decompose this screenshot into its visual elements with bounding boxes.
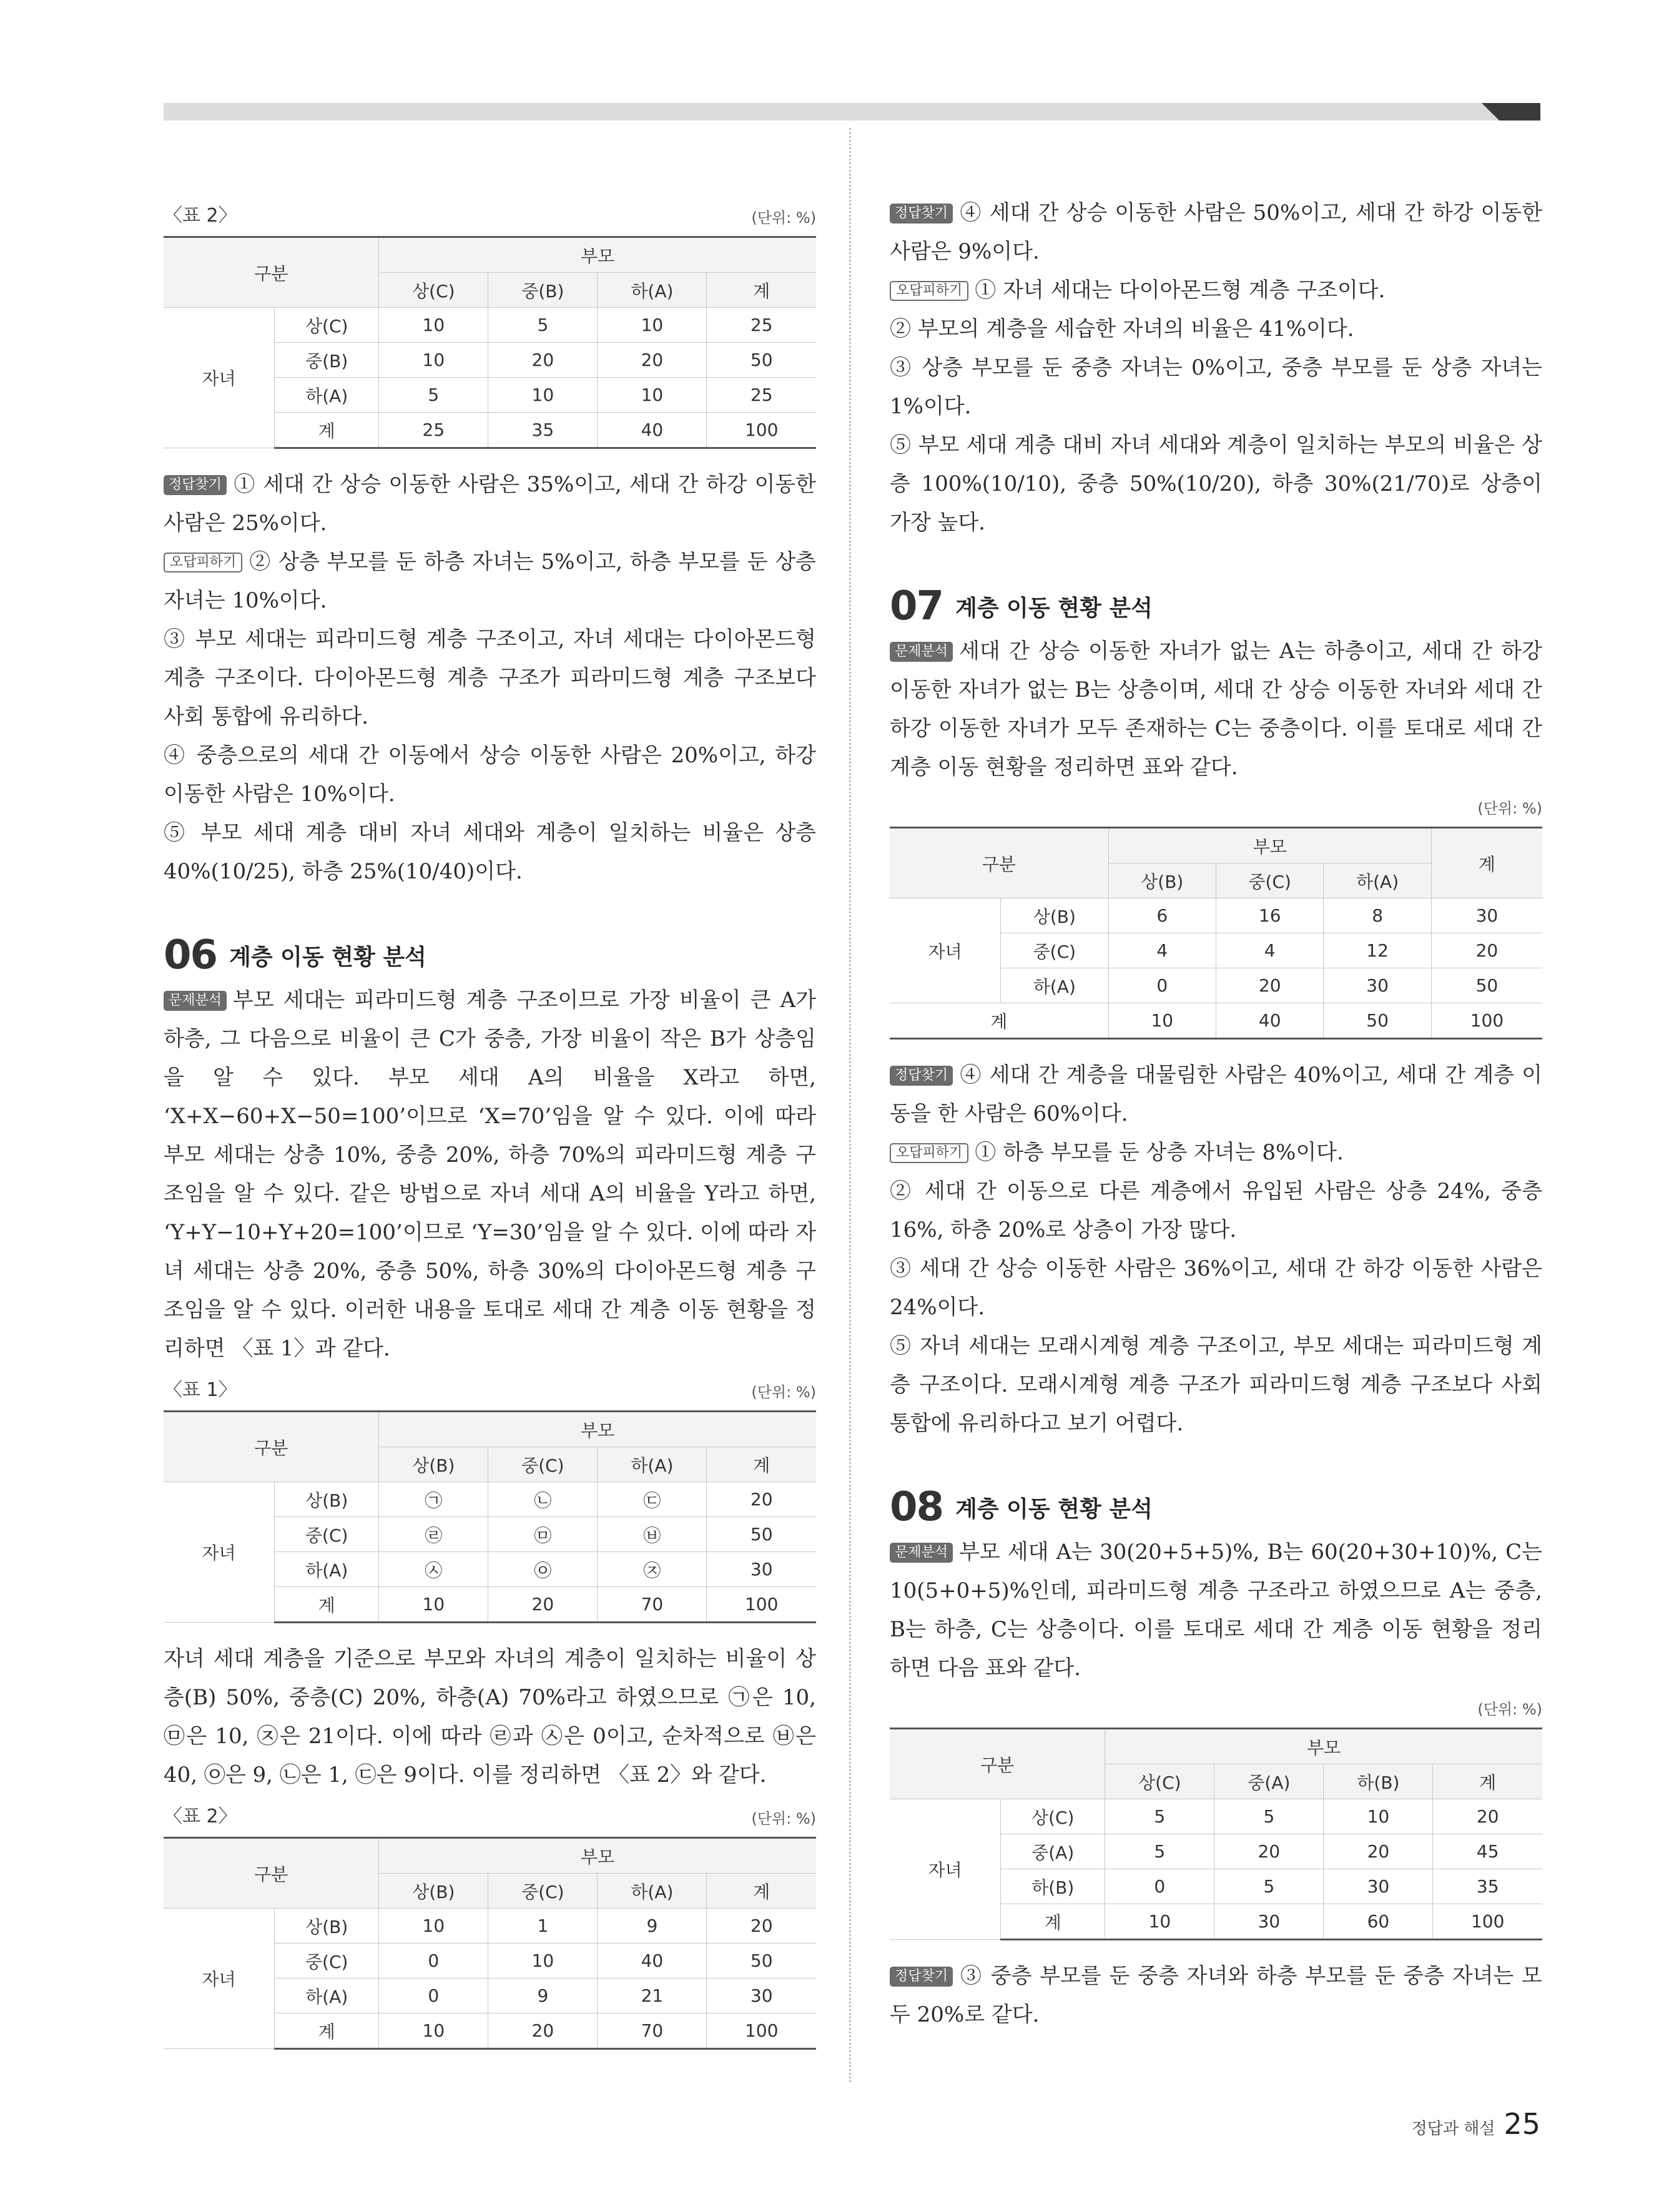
table-cell: 60 [1324, 1904, 1433, 1940]
table-cell: 5 [1105, 1799, 1214, 1834]
answer-badge: 정답찾기 [890, 1967, 953, 1987]
answer-paragraph [890, 194, 1542, 271]
table-cell: 10 [488, 1944, 598, 1979]
right-column [890, 194, 1542, 2034]
table-cell: 8 [1324, 898, 1431, 933]
section-title: 계층 이동 현황 분석 [229, 944, 426, 970]
section-header-07 [890, 583, 1542, 629]
table-cell: 상(C) [275, 308, 379, 343]
table-cell: 상(B) [275, 1482, 379, 1517]
analysis-text: 부모 세대는 피라미드형 계층 구조이므로 가장 비율이 큰 A가 하층, 그 다음으로 비율이 큰 C가 중층, 가장 비율이 작은 B가 상층임을 알 수 있다. 부모 세대 A의 비율을 X라고 하면, ‘X+X−60+X−50=100’이므로 ‘X=70’임을 알 수 있다. 이에 따라 부모 세대는 상층 10%, 중층 20%, 하층 70%의 피라미드형 계층 구조임을 알 수 있다. 같은 방법으로 자녀 세대 A의 비율을 Y라고 하면, ‘Y+Y−10+Y+20=100’이므로 ‘Y=30’임을 알 수 있다. 이에 따라 자녀 세대는 상층 20%, 중층 50%, 하층 30%의 다이아몬드형 계층 구조임을 알 수 있다. 이러한 내용을 토대로 세대 간 계층 이동 현황을 정리하면 〈표 1〉과 같다. [164, 988, 816, 1361]
table-cell: 20 [707, 1482, 816, 1517]
table-cell: 0 [1105, 1869, 1214, 1904]
table-cell: 하(B) [1324, 1764, 1433, 1799]
table-cell: 20 [1214, 1834, 1324, 1869]
table-cell: 20 [707, 1909, 816, 1944]
explanation-paragraph: 자녀 세대 계층을 기준으로 부모와 자녀의 계층이 일치하는 비율이 상층(B) 50%, 중층(C) 20%, 하층(A) 70%라고 하였으므로 ㉠은 10, ㉤은 10, ㉨은 21이다. 이에 따라 ㉣과 ㉦은 0이고, 순차적으로 ㉥은 40, ㉧은 9, ㉡은 1, ㉢은 9이다. 이를 정리하면 〈표 2〉와 같다. [164, 1646, 816, 1787]
avoid-badge: 오답피하기 [890, 281, 968, 301]
table-cell: ㉥ [598, 1517, 707, 1552]
table-cell: 계 [1001, 1904, 1105, 1940]
answer-paragraph [164, 465, 816, 543]
table-cell: 20 [488, 2013, 598, 2049]
table-cell: 20 [1216, 968, 1323, 1003]
analysis-paragraph [890, 1533, 1542, 1688]
table-cell: 상(B) [379, 1874, 488, 1909]
explanation-line: ④ 중층으로의 세대 간 이동에서 상승 이동한 사람은 20%이고, 하강 이동한 사람은 10%이다. [164, 743, 816, 807]
table-cell: 9 [598, 1909, 707, 1944]
table-cell: 중(B) [488, 273, 598, 308]
table-cell: 40 [598, 1944, 707, 1979]
explanation-line: ② 세대 간 이동으로 다른 계층에서 유입된 사람은 상층 24%, 중층 16%, 하층 20%로 상층이 가장 많다. [890, 1179, 1542, 1242]
table-cell: 40 [1216, 1003, 1323, 1039]
table-cell: 20 [1324, 1834, 1433, 1869]
table-cell: 하(B) [1001, 1869, 1105, 1904]
table-cell: 중(C) [488, 1447, 598, 1482]
table-cell: 40 [598, 413, 707, 448]
table-cell: 상(B) [1108, 863, 1216, 898]
avoid-text: ② 상층 부모를 둔 하층 자녀는 5%이고, 하층 부모를 둔 상층 자녀는 10%이다. [164, 549, 816, 613]
table-cell: 0 [379, 1944, 488, 1979]
page-number: 25 [1504, 2107, 1540, 2141]
answer-badge: 정답찾기 [890, 1066, 953, 1086]
table-cell: 상(C) [379, 273, 488, 308]
table-cell: 10 [1324, 1799, 1433, 1834]
table-cell: 10 [1108, 1003, 1216, 1039]
avoid-paragraph [890, 271, 1542, 310]
table-cell: 중(C) [488, 1874, 598, 1909]
table-cell: ㉨ [598, 1552, 707, 1587]
table-cell: 부모 [379, 1412, 816, 1447]
table-cell: 중(C) [275, 1944, 379, 1979]
table-cell: 중(B) [275, 343, 379, 378]
table-d [890, 827, 1542, 1040]
table-cell: 0 [379, 1979, 488, 2013]
explanation-line: ② 부모의 계층을 세습한 자녀의 비율은 41%이다. [890, 317, 1354, 342]
table-cell: 부모 [379, 1838, 816, 1874]
section-number: 06 [164, 932, 217, 978]
avoid-badge: 오답피하기 [164, 553, 242, 573]
table-cell: 100 [707, 2013, 816, 2049]
table-title: 〈표 2〉 [164, 205, 237, 227]
table-cell: 10 [379, 308, 488, 343]
avoid-paragraph [890, 1133, 1542, 1172]
answer-text: ④ 세대 간 상승 이동한 사람은 50%이고, 세대 간 하강 이동한 사람은 9%이다. [890, 200, 1542, 264]
table-cell: 10 [379, 343, 488, 378]
table-cell: 계 [707, 1447, 816, 1482]
answer-paragraph [890, 1957, 1542, 2034]
table-cell: 부모 [1108, 828, 1431, 863]
table-cell: 100 [707, 1587, 816, 1623]
table-title: 〈표 1〉 [164, 1379, 237, 1401]
table-cell: ㉢ [598, 1482, 707, 1517]
section-number: 07 [890, 583, 943, 629]
table-cell: 계 [707, 273, 816, 308]
section-number: 08 [890, 1484, 943, 1530]
table-cell: 계 [275, 413, 379, 448]
explanation-line: ③ 부모 세대는 피라미드형 계층 구조이고, 자녀 세대는 다이아몬드형 계층 구조이다. 다이아몬드형 계층 구조가 피라미드형 계층 구조보다 사회 통합에 유리하다. [164, 627, 816, 729]
table-cell: 상(C) [1001, 1799, 1105, 1834]
table-cell: 계 [275, 2013, 379, 2049]
table-cell: 20 [1431, 933, 1542, 968]
table-a-header [164, 197, 816, 227]
table-cell: 10 [379, 2013, 488, 2049]
table-cell: 부모 [379, 237, 816, 273]
table-cell: 계 [1431, 828, 1542, 898]
table-cell: 100 [1431, 1003, 1542, 1039]
analysis-badge: 문제분석 [890, 1543, 953, 1563]
table-unit: (단위: %) [751, 1384, 816, 1401]
table-cell: 구분 [890, 828, 1108, 898]
table-cell: 50 [707, 1517, 816, 1552]
table-cell: 10 [379, 1909, 488, 1944]
left-column [164, 194, 816, 2066]
answer-badge: 정답찾기 [890, 204, 953, 224]
table-cell: 5 [379, 378, 488, 413]
table-cell: 계 [707, 1874, 816, 1909]
table-cell: 1 [488, 1909, 598, 1944]
table-cell: 30 [1431, 898, 1542, 933]
table-cell: 상(B) [379, 1447, 488, 1482]
answer-text: ③ 중층 부모를 둔 중층 자녀와 하층 부모를 둔 중층 자녀는 모두 20%로 같다. [890, 1964, 1542, 2027]
table-cell: 중(A) [1001, 1834, 1105, 1869]
header-bar [164, 103, 1540, 120]
table-cell: 구분 [164, 1838, 379, 1909]
answer-paragraph [890, 1056, 1542, 1133]
table-cell: 구분 [164, 237, 379, 308]
table-cell: 계 [890, 1003, 1108, 1039]
explanation-line: ⑤ 부모 세대 계층 대비 자녀 세대와 계층이 일치하는 비율은 상층 40%(10/25), 하층 25%(10/40)이다. [164, 820, 816, 884]
table-title: 〈표 2〉 [164, 1806, 237, 1827]
table-cell: 10 [379, 1587, 488, 1623]
table-cell: 하(A) [1324, 863, 1431, 898]
table-cell: 21 [598, 1979, 707, 2013]
table-cell: 70 [598, 2013, 707, 2049]
table-cell: 부모 [1105, 1729, 1542, 1764]
table-c [164, 1837, 816, 2050]
table-cell: 50 [707, 1944, 816, 1979]
section-title: 계층 이동 현황 분석 [955, 595, 1153, 621]
table-cell: 25 [707, 308, 816, 343]
explanation-line: ③ 세대 간 상승 이동한 사람은 36%이고, 세대 간 하강 이동한 사람은 24%이다. [890, 1256, 1542, 1320]
avoid-badge: 오답피하기 [890, 1143, 968, 1163]
table-cell: 30 [1324, 968, 1431, 1003]
table-unit: (단위: %) [1477, 1701, 1542, 1718]
table-cell: ㉤ [488, 1517, 598, 1552]
table-cell: 70 [598, 1587, 707, 1623]
table-cell: 5 [488, 308, 598, 343]
explanation-line: ⑤ 부모 세대 계층 대비 자녀 세대와 계층이 일치하는 부모의 비율은 상층 100%(10/10), 중층 50%(10/20), 하층 30%(21/70)로 상층이 가장 높다. [890, 433, 1542, 535]
table-cell: 5 [1105, 1834, 1214, 1869]
analysis-paragraph [164, 981, 816, 1368]
table-cell: 자녀 [164, 1909, 275, 2049]
table-cell: ㉧ [488, 1552, 598, 1587]
table-e [890, 1728, 1542, 1940]
table-cell: 35 [488, 413, 598, 448]
table-cell: 구분 [164, 1412, 379, 1482]
table-cell: 계 [275, 1587, 379, 1623]
table-cell: 하(A) [598, 1447, 707, 1482]
table-cell: 35 [1433, 1869, 1542, 1904]
table-cell: 자녀 [164, 308, 275, 448]
table-cell: 계 [1433, 1764, 1542, 1799]
table-cell: 하(A) [275, 1979, 379, 2013]
avoid-paragraph [164, 543, 816, 620]
analysis-text: 부모 세대 A는 30(20+5+5)%, B는 60(20+30+10)%, C는 10(5+0+5)%인데, 피라미드형 계층 구조라고 하였으므로 A는 중층, B는 하층, C는 상층이다. 이를 토대로 세대 간 계층 이동 현황을 정리하면 다음 표와 같다. [890, 1540, 1542, 1681]
analysis-badge: 문제분석 [164, 991, 227, 1011]
table-cell: 20 [488, 343, 598, 378]
table-cell: 5 [1214, 1799, 1324, 1834]
answer-badge: 정답찾기 [164, 475, 227, 495]
table-cell: 10 [1105, 1904, 1214, 1940]
table-cell: 6 [1108, 898, 1216, 933]
table-cell: 5 [1214, 1869, 1324, 1904]
section-title: 계층 이동 현황 분석 [955, 1496, 1153, 1522]
table-cell: 4 [1216, 933, 1323, 968]
analysis-text: 세대 간 상승 이동한 자녀가 없는 A는 하층이고, 세대 간 하강 이동한 자녀가 없는 B는 상층이며, 세대 간 상승 이동한 자녀와 세대 간 하강 이동한 자녀가 모두 존재하는 C는 중층이다. 이를 토대로 세대 간 계층 이동 현황을 정리하면 표와 같다. [890, 639, 1542, 780]
table-cell: 100 [707, 413, 816, 448]
table-cell: 10 [488, 378, 598, 413]
table-cell: 0 [1108, 968, 1216, 1003]
avoid-text: ① 자녀 세대는 다이아몬드형 계층 구조이다. [975, 278, 1386, 303]
table-cell: 9 [488, 1979, 598, 2013]
table-cell: ㉣ [379, 1517, 488, 1552]
table-a [164, 236, 816, 449]
table-cell: 중(C) [1001, 933, 1108, 968]
table-cell: 100 [1433, 1904, 1542, 1940]
table-cell: 50 [707, 343, 816, 378]
table-cell: 30 [707, 1979, 816, 2013]
table-unit: (단위: %) [751, 1810, 816, 1827]
table-cell: 16 [1216, 898, 1323, 933]
table-cell: 중(A) [1214, 1764, 1324, 1799]
table-cell: 10 [598, 378, 707, 413]
table-unit: (단위: %) [1477, 800, 1542, 817]
table-cell: 30 [1214, 1904, 1324, 1940]
table-cell: 상(B) [1001, 898, 1108, 933]
table-cell: 상(C) [1105, 1764, 1214, 1799]
table-cell: 25 [707, 378, 816, 413]
table-cell: 4 [1108, 933, 1216, 968]
footer-label: 정답과 해설 [1411, 2120, 1495, 2138]
table-b [164, 1410, 816, 1623]
table-c-header [164, 1798, 816, 1828]
analysis-paragraph [890, 632, 1542, 787]
table-cell: 30 [707, 1552, 816, 1587]
explanation-line: ③ 상층 부모를 둔 중층 자녀는 0%이고, 중층 부모를 둔 상층 자녀는 1%이다. [890, 355, 1542, 419]
answer-text: ① 세대 간 상승 이동한 사람은 35%이고, 세대 간 하강 이동한 사람은 25%이다. [164, 472, 816, 536]
table-cell: 50 [1324, 1003, 1431, 1039]
table-cell: 중(C) [1216, 863, 1323, 898]
page-footer [1412, 2107, 1540, 2141]
table-cell: 자녀 [890, 898, 1001, 1003]
section-header-08 [890, 1484, 1542, 1530]
table-b-header [164, 1372, 816, 1402]
table-cell: 10 [598, 308, 707, 343]
table-cell: 하(A) [1001, 968, 1108, 1003]
column-divider [849, 128, 851, 2082]
table-cell: 25 [379, 413, 488, 448]
avoid-text: ① 하층 부모를 둔 상층 자녀는 8%이다. [975, 1140, 1344, 1165]
table-cell: 12 [1324, 933, 1431, 968]
table-cell: 20 [598, 343, 707, 378]
table-cell: 하(A) [598, 273, 707, 308]
explanation-line: ⑤ 자녀 세대는 모래시계형 계층 구조이고, 부모 세대는 피라미드형 계층 구조이다. 모래시계형 계층 구조가 피라미드형 계층 구조보다 사회 통합에 유리하다고 보기 어렵다. [890, 1334, 1542, 1436]
table-cell: 구분 [890, 1729, 1105, 1799]
table-cell: 20 [1433, 1799, 1542, 1834]
table-cell: 45 [1433, 1834, 1542, 1869]
table-cell: 20 [488, 1587, 598, 1623]
table-cell: 자녀 [164, 1482, 275, 1623]
analysis-badge: 문제분석 [890, 642, 953, 662]
table-cell: ㉡ [488, 1482, 598, 1517]
table-cell: 하(A) [598, 1874, 707, 1909]
table-cell: 중(C) [275, 1517, 379, 1552]
table-cell: 50 [1431, 968, 1542, 1003]
answer-text: ④ 세대 간 계층을 대물림한 사람은 40%이고, 세대 간 계층 이동을 한 사람은 60%이다. [890, 1063, 1542, 1126]
table-cell: 30 [1324, 1869, 1433, 1904]
table-cell: 상(B) [275, 1909, 379, 1944]
section-header-06 [164, 932, 816, 978]
table-cell: 하(A) [275, 378, 379, 413]
table-cell: ㉠ [379, 1482, 488, 1517]
table-cell: 자녀 [890, 1799, 1001, 1940]
table-unit: (단위: %) [751, 209, 816, 227]
table-cell: 하(A) [275, 1552, 379, 1587]
table-cell: ㉦ [379, 1552, 488, 1587]
